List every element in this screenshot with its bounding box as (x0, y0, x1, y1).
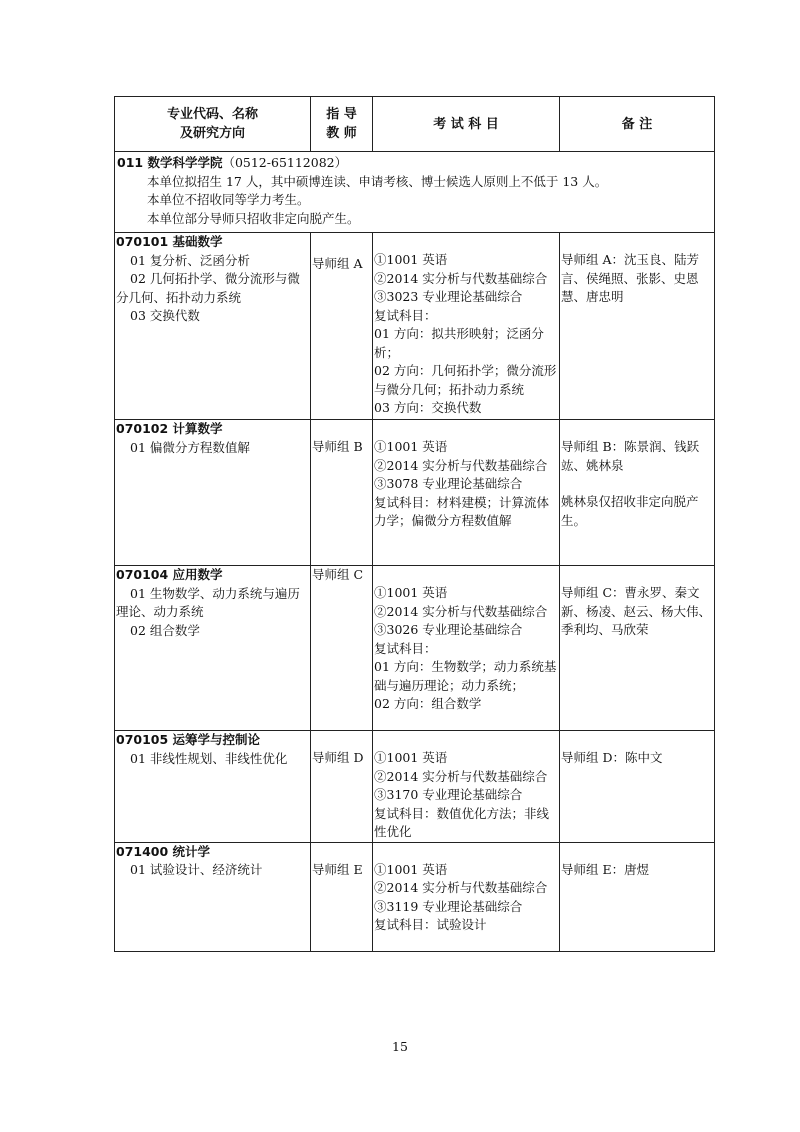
exam-line: ②2014 实分析与代数基础综合 (374, 270, 548, 286)
direction: 01 偏微分方程数值解 (130, 439, 250, 455)
table-header-row (115, 97, 715, 152)
exam-line: ③3078 专业理论基础综合 (374, 476, 523, 491)
exam-line: ③3026 专业理论基础综合 (374, 622, 523, 637)
exam-cell (373, 566, 560, 731)
exam-line: ③3170 专业理论基础综合 (374, 787, 523, 802)
advisor-cell (311, 233, 373, 420)
header-advisor (311, 97, 373, 152)
unit-row (115, 152, 715, 233)
direction: 01 生物数学、动力系统与遍历理论、动力系统 (116, 585, 300, 619)
exam-line: ②2014 实分析与代数基础综合 (374, 880, 548, 895)
advisor-group: 导师组 B (312, 439, 363, 454)
remark-line: 导师组 D：陈中文 (561, 750, 663, 765)
exam-line: 02 方向：几何拓扑学；微分流形与微分几何；拓扑动力系统 (374, 363, 557, 397)
direction: 01 非线性规划、非线性优化 (130, 750, 288, 766)
direction: 01 试验设计、经济统计 (130, 862, 263, 877)
exam-cell (373, 420, 560, 566)
advisor-group: 导师组 E (312, 861, 363, 877)
major-name: 071400 统计学 (116, 843, 211, 859)
advisor-group: 导师组 A (312, 256, 363, 271)
remark-line: 导师组 A：沈玉良、陆芳言、侯绳照、张影、史恩慧、唐忠明 (561, 252, 700, 304)
major-name: 070102 计算数学 (116, 421, 223, 436)
table-row (115, 566, 715, 731)
advisor-cell (311, 420, 373, 566)
exam-line: ②2014 实分析与代数基础综合 (374, 603, 548, 619)
table-row (115, 842, 715, 951)
exam-line: ②2014 实分析与代数基础综合 (374, 457, 548, 473)
header-major-line1: 专业代码、名称 (166, 107, 258, 122)
exam-line: 02 方向：组合数学 (374, 696, 482, 711)
remark-line: 导师组 B：陈景润、钱跃竑、姚林泉 (561, 439, 700, 473)
advisor-group: 导师组 D (312, 750, 364, 765)
exam-cell (373, 233, 560, 420)
exam-line: ③3119 专业理论基础综合 (374, 898, 523, 914)
exam-line: 03 方向：交换代数 (374, 400, 482, 415)
exam-line: 01 方向：拟共形映射；泛函分析； (374, 326, 544, 360)
exam-line: 复试科目： (374, 640, 437, 656)
remark-line: 姚林泉仅招收非定向脱产生。 (561, 494, 699, 528)
exam-line: 复试科目：数值优化方法；非线性优化 (374, 805, 550, 839)
remarks-cell (560, 731, 715, 843)
exam-line: ①1001 英语 (374, 585, 448, 600)
remarks-cell (560, 233, 715, 420)
direction: 03 交换代数 (130, 308, 200, 323)
advisor-cell (311, 842, 373, 951)
header-major-line2: 及研究方向 (179, 126, 245, 141)
direction: 02 组合数学 (130, 622, 200, 638)
header-remarks: 备 注 (560, 97, 715, 152)
header-advisor-line2: 教 师 (326, 126, 357, 141)
exam-line: 复试科目：试验设计 (374, 917, 487, 932)
unit-phone: （0512-65112082） (222, 155, 348, 170)
unit-note: 本单位拟招生 17 人，其中硕博连读、申请考核、博士候选人原则上不低于 13 人。 (147, 173, 608, 189)
exam-line: 01 方向：生物数学；动力系统基础与遍历理论；动力系统； (374, 659, 557, 693)
major-name: 070101 基础数学 (116, 234, 223, 249)
unit-title: 011 数学科学学院 (117, 155, 223, 170)
major-cell (115, 420, 311, 566)
direction: 01 复分析、泛函分析 (130, 252, 250, 268)
table-row (115, 233, 715, 420)
advisor-group: 导师组 C (312, 567, 364, 582)
header-major (115, 97, 311, 152)
advisor-cell (311, 731, 373, 843)
major-name: 070105 运筹学与控制论 (116, 732, 261, 747)
major-cell (115, 731, 311, 843)
advisor-cell (311, 566, 373, 731)
exam-line: ②2014 实分析与代数基础综合 (374, 768, 548, 784)
exam-line: ①1001 英语 (374, 439, 448, 454)
major-cell (115, 842, 311, 951)
page-number: 15 (392, 1039, 408, 1054)
exam-cell (373, 842, 560, 951)
remark-line: 导师组 E：唐煜 (561, 861, 650, 877)
unit-note: 本单位不招收同等学力考生。 (147, 192, 310, 207)
header-advisor-line1: 指 导 (326, 107, 357, 122)
table-row (115, 731, 715, 843)
major-cell (115, 566, 311, 731)
major-cell (115, 233, 311, 420)
exam-line: ①1001 英语 (374, 750, 448, 765)
remark-line: 导师组 C：曹永罗、秦文新、杨凌、赵云、杨大伟、季利均、马欣荣 (561, 585, 712, 637)
exam-line: 复试科目： (374, 307, 437, 323)
exam-line: ①1001 英语 (374, 861, 448, 877)
admissions-table (114, 96, 715, 952)
exam-cell (373, 731, 560, 843)
unit-cell (115, 152, 715, 233)
unit-note: 本单位部分导师只招收非定向脱产生。 (147, 210, 360, 226)
table-row (115, 420, 715, 566)
exam-line: ③3023 专业理论基础综合 (374, 289, 523, 304)
major-name: 070104 应用数学 (116, 567, 223, 582)
remarks-cell (560, 420, 715, 566)
header-exams: 考 试 科 目 (373, 97, 560, 152)
exam-line: ①1001 英语 (374, 252, 448, 267)
remarks-cell (560, 842, 715, 951)
direction: 02 几何拓扑学、微分流形与微分几何、拓扑动力系统 (116, 271, 300, 305)
exam-line: 复试科目：材料建模；计算流体力学；偏微分方程数值解 (374, 494, 550, 528)
remarks-cell (560, 566, 715, 731)
